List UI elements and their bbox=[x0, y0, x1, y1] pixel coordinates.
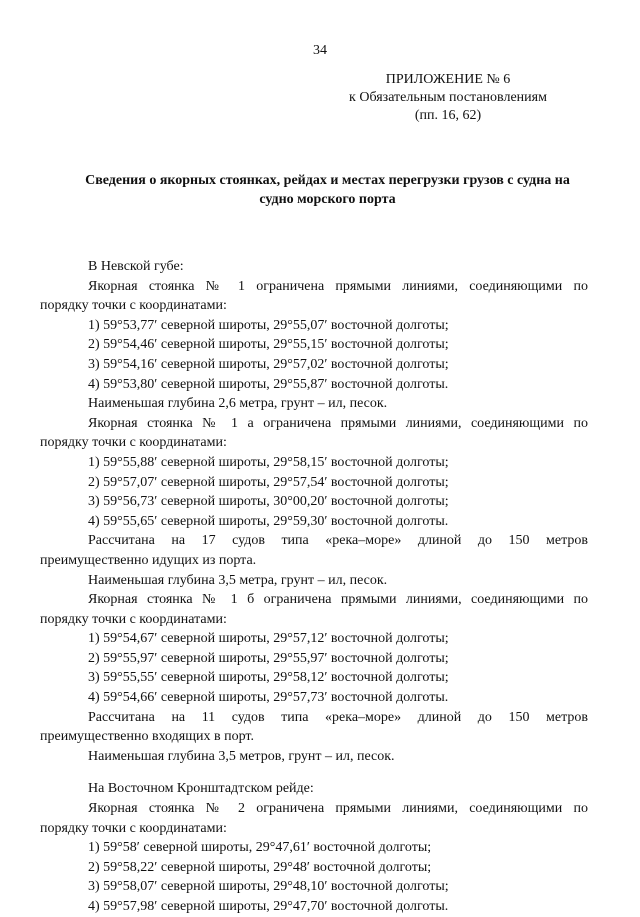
document-title bbox=[70, 171, 585, 209]
capacity-note: Рассчитана на 11 судов типа «река–море» длиной до 150 метров bbox=[88, 709, 588, 725]
depth-info: Наименьшая глубина 3,5 метров, грунт – ил, песок. bbox=[88, 748, 395, 764]
anchorage-intro-cont: порядку точки с координатами: bbox=[40, 435, 227, 451]
coordinate-point: 3) 59°54,16′ северной широты, 29°57,02′ восточной долготы; bbox=[88, 356, 449, 372]
capacity-note: Рассчитана на 17 судов типа «река–море» длиной до 150 метров bbox=[88, 533, 588, 549]
section-heading: На Восточном Кронштадтском рейде: bbox=[88, 781, 314, 797]
anchorage-intro: Якорная стоянка № 1 а ограничена прямыми линиями, соединяющими по bbox=[88, 415, 588, 431]
title-line: Сведения о якорных стоянках, рейдах и местах перегрузки грузов с судна на bbox=[85, 173, 570, 188]
coordinate-point: 4) 59°53,80′ северной широты, 29°55,87′ восточной долготы. bbox=[88, 376, 449, 392]
title-line: судно морского порта bbox=[259, 192, 396, 207]
coordinate-point: 3) 59°55,55′ северной широты, 29°58,12′ восточной долготы; bbox=[88, 670, 449, 686]
coordinate-point: 2) 59°54,46′ северной широты, 29°55,15′ восточной долготы; bbox=[88, 337, 449, 353]
coordinate-point: 4) 59°57,98′ северной широты, 29°47,70′ восточной долготы. bbox=[88, 899, 449, 914]
coordinate-point: 3) 59°56,73′ северной широты, 30°00,20′ восточной долготы; bbox=[88, 494, 449, 510]
coordinate-point: 1) 59°55,88′ северной широты, 29°58,15′ восточной долготы; bbox=[88, 454, 449, 470]
appendix-paragraphs: (пп. 16, 62) bbox=[414, 108, 482, 123]
capacity-note-cont: преимущественно идущих из порта. bbox=[40, 552, 257, 568]
anchorage-2 bbox=[40, 799, 588, 917]
anchorage-intro-cont: порядку точки с координатами: bbox=[40, 611, 227, 627]
coordinate-point: 2) 59°55,97′ северной широты, 29°55,97′ восточной долготы; bbox=[88, 650, 449, 666]
coordinate-point: 2) 59°57,07′ северной широты, 29°57,54′ восточной долготы; bbox=[88, 474, 449, 490]
coordinate-point: 3) 59°58,07′ северной широты, 29°48,10′ восточной долготы; bbox=[88, 879, 449, 895]
coordinate-point: 2) 59°58,22′ северной широты, 29°48′ восточной долготы; bbox=[88, 859, 432, 875]
section-heading: В Невской губе: bbox=[88, 259, 184, 274]
depth-info: Наименьшая глубина 3,5 метра, грунт – ил, песок. bbox=[88, 572, 388, 588]
coordinate-point: 1) 59°58′ северной широты, 29°47,61′ восточной долготы; bbox=[88, 840, 432, 856]
capacity-note-cont: преимущественно входящих в порт. bbox=[40, 729, 254, 745]
page-number: 34 bbox=[313, 43, 327, 58]
anchorage-intro-cont: порядку точки с координатами: bbox=[40, 298, 227, 314]
section-nevskaya-guba bbox=[40, 257, 588, 766]
coordinate-point: 1) 59°53,77′ северной широты, 29°55,07′ восточной долготы; bbox=[88, 317, 449, 333]
coordinate-point: 4) 59°54,66′ северной широты, 29°57,73′ восточной долготы. bbox=[88, 690, 449, 706]
anchorage-intro: Якорная стоянка № 2 ограничена прямыми линиями, соединяющими по bbox=[88, 801, 588, 817]
anchorage-1b bbox=[40, 590, 588, 766]
depth-info: Наименьшая глубина 2,6 метра, грунт – ил, песок. bbox=[88, 396, 388, 412]
coordinate-point: 1) 59°54,67′ северной широты, 29°57,12′ восточной долготы; bbox=[88, 631, 449, 647]
section-spacer bbox=[88, 766, 588, 779]
anchorage-1 bbox=[40, 277, 588, 414]
document-body bbox=[40, 257, 588, 917]
coordinate-point: 4) 59°55,65′ северной широты, 29°59,30′ восточной долготы. bbox=[88, 513, 449, 529]
appendix-header bbox=[318, 71, 578, 125]
anchorage-intro: Якорная стоянка № 1 ограничена прямыми линиями, соединяющими по bbox=[88, 278, 588, 294]
anchorage-1a bbox=[40, 414, 588, 590]
anchorage-intro-cont: порядку точки с координатами: bbox=[40, 820, 227, 836]
anchorage-intro: Якорная стоянка № 1 б ограничена прямыми линиями, соединяющими по bbox=[88, 592, 588, 608]
appendix-label: ПРИЛОЖЕНИЕ № 6 bbox=[385, 72, 511, 87]
appendix-reference: к Обязательным постановлениям bbox=[349, 90, 547, 105]
section-kronshtadt-roadstead bbox=[40, 779, 588, 916]
